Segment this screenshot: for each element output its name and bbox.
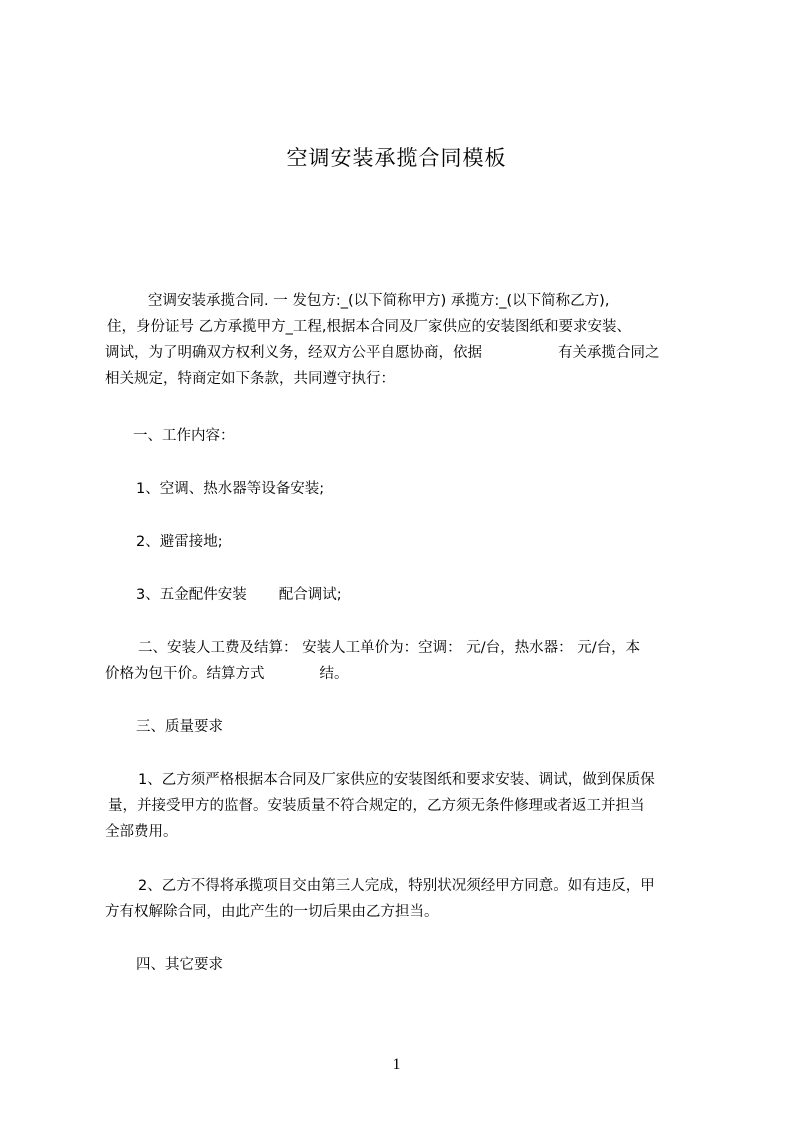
section-2-line-2a: 价格为包干价。结算方式	[105, 666, 265, 682]
section-3-heading: 三、质量要求	[136, 719, 223, 735]
section-1-item-2: 2、避雷接地;	[136, 534, 223, 550]
section-1-item-3b: 配合调试;	[278, 587, 342, 603]
section-2-line-2	[105, 661, 705, 687]
section-1-item-1: 1、空调、热水器等设备安装;	[136, 481, 325, 497]
section-3-p2-line-2: 方有权解除合同，由此产生的一切后果由乙方担当。	[105, 904, 439, 920]
intro-line-3	[105, 340, 705, 366]
intro-line-3a: 调试，为了明确双方权利义务，经双方公平自愿协商，依据	[105, 345, 482, 361]
section-3-paragraph-2	[105, 873, 705, 925]
intro-line-2: 住，身份证号 乙方承揽甲方_工程,根据本合同及厂家供应的安装图纸和要求安装、	[107, 319, 631, 335]
intro-line-1: 空调安装承揽合同. 一 发包方:_(以下简称甲方) 承揽方:_(以下简称乙方),	[148, 293, 610, 309]
document-title: 空调安装承揽合同模板	[286, 146, 507, 170]
page-number: 1	[392, 1056, 401, 1073]
intro-line-4: 相关规定，特商定如下条款，共同遵守执行：	[105, 371, 395, 387]
section-2-line-2b: 结。	[319, 666, 349, 682]
section-2-paragraph	[105, 635, 705, 687]
section-3-p1-line-3: 全部费用。	[105, 824, 178, 840]
section-3-paragraph-1	[105, 767, 705, 845]
intro-paragraph	[105, 288, 705, 392]
section-1-heading: 一、工作内容：	[133, 428, 235, 444]
intro-line-3b: 有关承揽合同之	[558, 345, 660, 361]
section-2-line-1: 二、安装人工费及结算： 安装人工单价为：空调： 元/台，热水器： 元/台，本	[138, 640, 641, 656]
section-3-p1-line-1: 1、乙方须严格根据本合同及厂家供应的安装图纸和要求安装、调试，做到保质保	[138, 772, 655, 788]
section-3-p1-line-2: 量，并接受甲方的监督。安装质量不符合规定的，乙方须无条件修理或者返工并担当	[108, 798, 645, 814]
section-1-item-3a: 3、五金配件安装	[136, 587, 247, 603]
section-3-p2-line-1: 2、乙方不得将承揽项目交由第三人完成，特别状况须经甲方同意。如有违反，甲	[138, 878, 655, 894]
section-1-item-3	[136, 582, 736, 608]
section-4-heading: 四、其它要求	[136, 957, 223, 973]
